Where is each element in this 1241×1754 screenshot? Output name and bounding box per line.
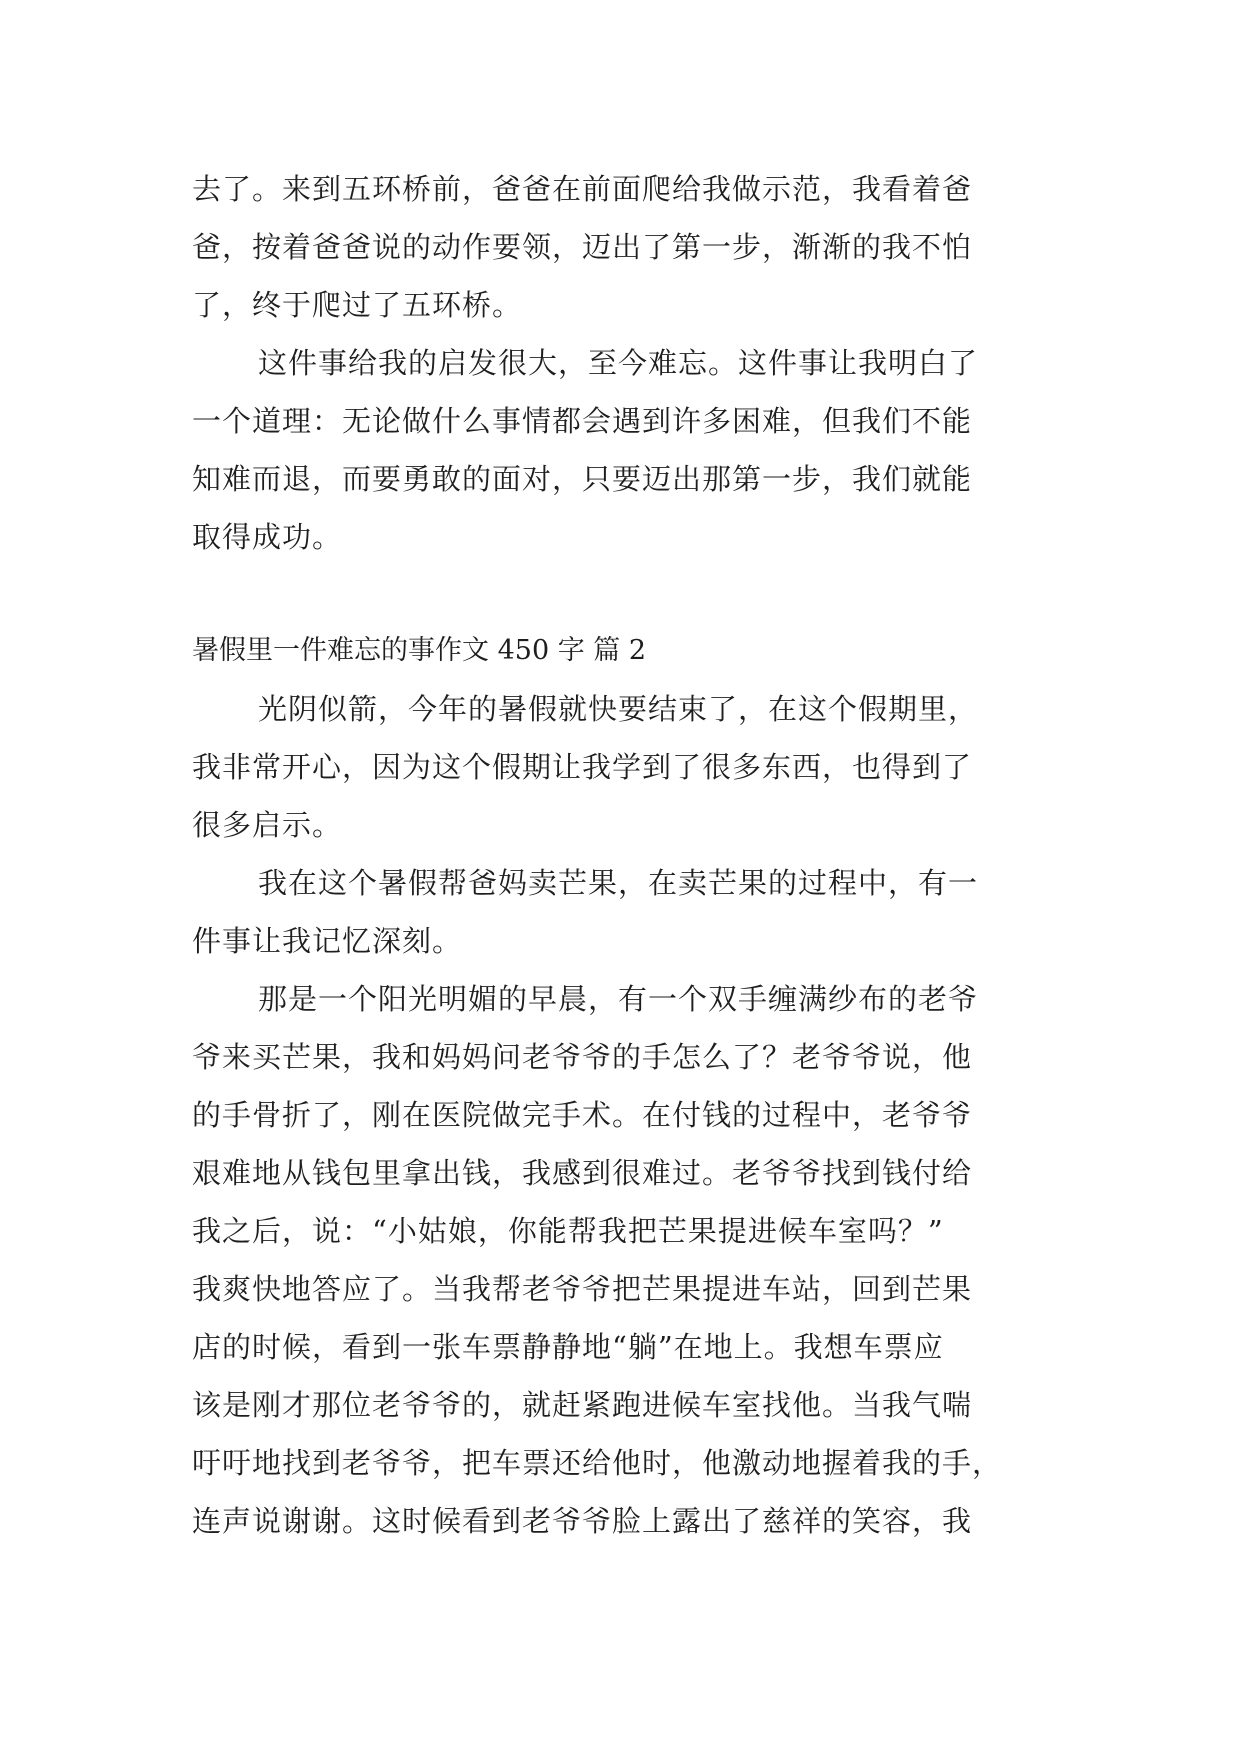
paragraph-5 bbox=[192, 970, 1052, 1550]
text-line: 去了。来到五环桥前，爸爸在前面爬给我做示范，我看着爸 bbox=[192, 172, 973, 206]
text-line: 我之后，说：“小姑娘，你能帮我把芒果提进候车室吗？” bbox=[192, 1214, 944, 1248]
paragraph-2 bbox=[192, 334, 1052, 566]
text-line: 我在这个暑假帮爸妈卖芒果，在卖芒果的过程中，有一 bbox=[258, 866, 979, 900]
text-line: 取得成功。 bbox=[192, 520, 343, 554]
text-line: 艰难地从钱包里拿出钱，我感到很难过。老爷爷找到钱付给 bbox=[192, 1156, 973, 1190]
text-line: 了，终于爬过了五环桥。 bbox=[192, 288, 523, 322]
text-line: 光阴似箭，今年的暑假就快要结束了，在这个假期里， bbox=[258, 692, 979, 726]
text-line: 一个道理：无论做什么事情都会遇到许多困难，但我们不能 bbox=[192, 404, 973, 438]
text-line: 该是刚才那位老爷爷的，就赶紧跑进候车室找他。当我气喘 bbox=[192, 1388, 973, 1422]
paragraph-3 bbox=[192, 680, 1052, 854]
section-heading: 暑假里一件难忘的事作文 450 字 篇 2 bbox=[192, 635, 647, 666]
text-line: 连声说谢谢。这时候看到老爷爷脸上露出了慈祥的笑容，我 bbox=[192, 1504, 973, 1538]
text-line: 我非常开心，因为这个假期让我学到了很多东西，也得到了 bbox=[192, 750, 973, 784]
text-line: 爸，按着爸爸说的动作要领，迈出了第一步，渐渐的我不怕 bbox=[192, 230, 973, 264]
text-line: 我爽快地答应了。当我帮老爷爷把芒果提进车站，回到芒果 bbox=[192, 1272, 973, 1306]
text-line: 件事让我记忆深刻。 bbox=[192, 924, 463, 958]
text-line: 的手骨折了，刚在医院做完手术。在付钱的过程中，老爷爷 bbox=[192, 1098, 973, 1132]
section-gap bbox=[192, 566, 1052, 622]
text-line: 爷来买芒果，我和妈妈问老爷爷的手怎么了？老爷爷说，他 bbox=[192, 1040, 973, 1074]
text-line: 店的时候，看到一张车票静静地“躺”在地上。我想车票应 bbox=[192, 1330, 944, 1364]
paragraph-4 bbox=[192, 854, 1052, 970]
paragraph-1 bbox=[192, 160, 1052, 334]
text-line: 这件事给我的启发很大，至今难忘。这件事让我明白了 bbox=[258, 346, 979, 380]
document-body bbox=[192, 160, 1052, 1550]
text-line: 吁吁地找到老爷爷，把车票还给他时，他激动地握着我的手， bbox=[192, 1446, 1003, 1480]
text-line: 那是一个阳光明媚的早晨，有一个双手缠满纱布的老爷 bbox=[258, 982, 979, 1016]
text-line: 很多启示。 bbox=[192, 808, 343, 842]
text-line: 知难而退，而要勇敢的面对，只要迈出那第一步，我们就能 bbox=[192, 462, 973, 496]
